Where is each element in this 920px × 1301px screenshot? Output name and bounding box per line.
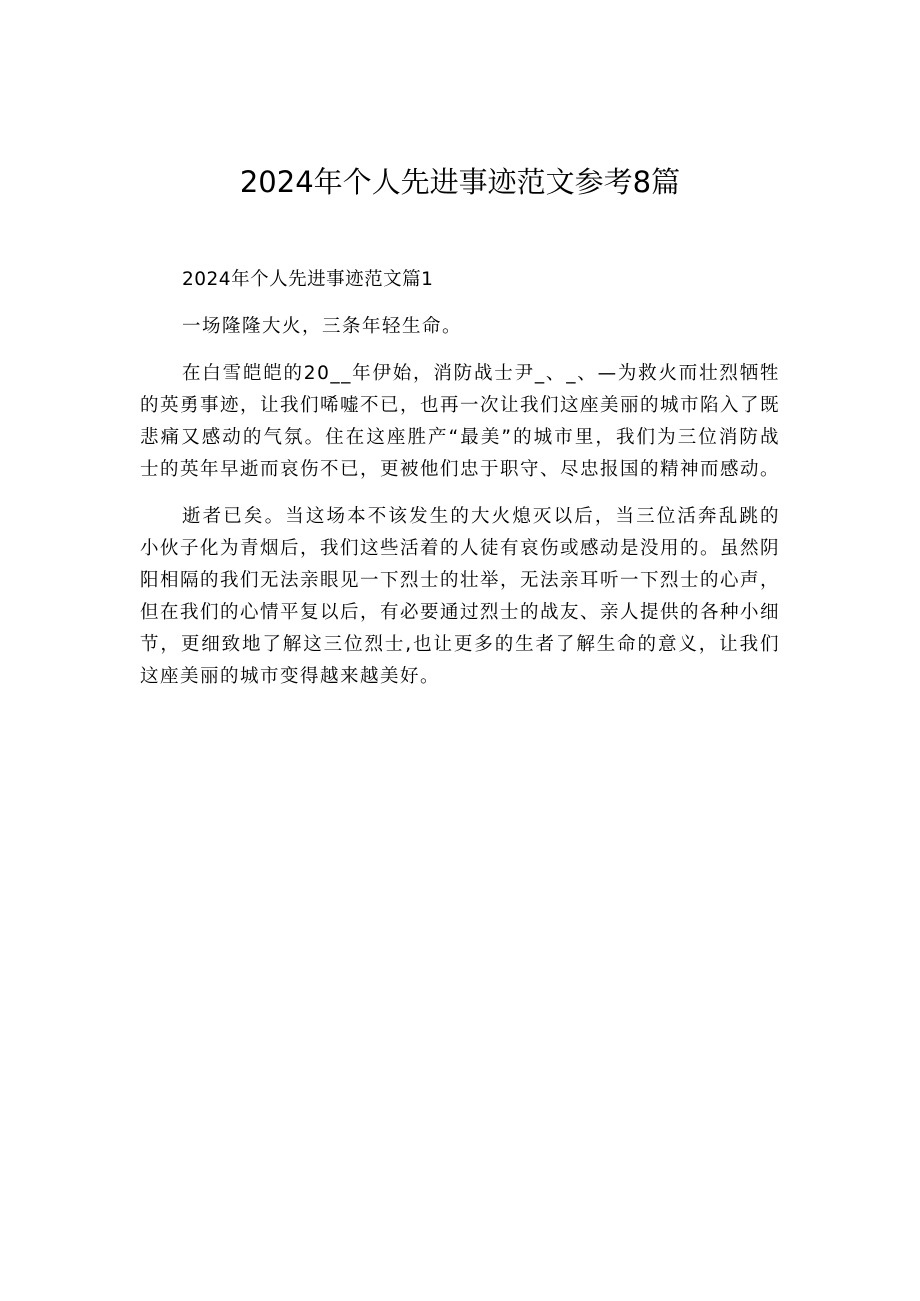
paragraph-1: 一场隆隆大火，三条年轻生命。 <box>182 316 463 337</box>
paragraph-2: 在白雪皑皑的20__年伊始，消防战士尹_、_、—为救火而壮烈牺牲的英勇事迹，让我们唏嘘不已，也再一次让我们这座美丽的城市陷入了既悲痛又感动的气氛。住在这座胜产“最美”的城市里，我们为三位消防战士的英年早逝而哀伤不已，更被他们忠于职守、尽忠报国的精神而感动。 <box>140 363 781 480</box>
section-heading: 2024年个人先进事迹范文篇1 <box>182 269 434 290</box>
paragraph-3: 逝者已矣。当这场本不该发生的大火熄灭以后，当三位活奔乱跳的小伙子化为青烟后，我们这些活着的人徒有哀伤或感动是没用的。虽然阴阳相隔的我们无法亲眼见一下烈士的壮举，无法亲耳听一下烈士的心声，但在我们的心情平复以后，有必要通过烈士的战友、亲人提供的各种小细节，更细致地了解这三位烈士,也让更多的生者了解生命的意义，让我们这座美丽的城市变得越来越美好。 <box>140 506 781 687</box>
document-body <box>140 264 780 708</box>
document-title: 2024年个人先进事迹范文参考8篇 <box>239 165 681 199</box>
